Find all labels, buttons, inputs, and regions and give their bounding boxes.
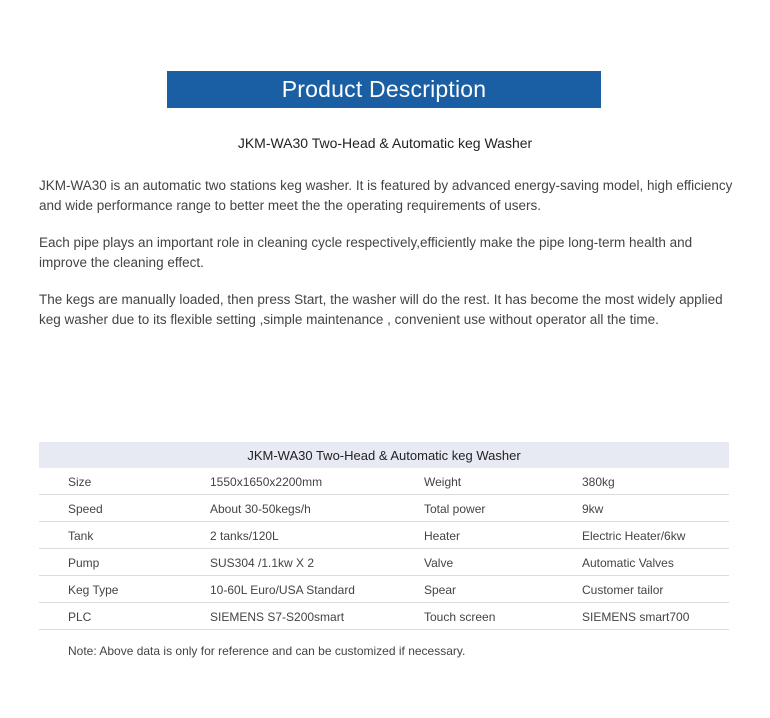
table-row [39,603,729,630]
spec-label: Speed [68,502,103,516]
table-row [39,576,729,603]
spec-label: Spear [424,583,457,597]
spec-value: 10-60L Euro/USA Standard [210,583,355,597]
description-paragraph-3: The kegs are manually loaded, then press Start, the washer will do the rest. It has become the most widely applied keg washer due to its flexible setting ,simple maintenance , convenient use without operator all the time. [39,292,723,327]
spec-value: Customer tailor [582,583,664,597]
spec-value: 2 tanks/120L [210,529,279,543]
spec-label: Weight [424,475,462,489]
spec-table [39,442,729,630]
spec-label: Keg Type [68,583,119,597]
spec-value: About 30-50kegs/h [210,502,311,516]
spec-table-header: JKM-WA30 Two-Head & Automatic keg Washer [39,442,729,468]
spec-label: PLC [68,610,92,624]
description-paragraph-1: JKM-WA30 is an automatic two stations keg washer. It is featured by advanced energy-saving model, high efficiency and wide performance range to better meet the the operating requirements of users. [39,178,733,213]
spec-value: SIEMENS smart700 [582,610,690,624]
spec-label: Total power [424,502,486,516]
spec-label: Tank [68,529,94,543]
spec-value: 380kg [582,475,615,489]
spec-value: Automatic Valves [582,556,674,570]
spec-value: SUS304 /1.1kw X 2 [210,556,315,570]
spec-label: Size [68,475,92,489]
spec-value: Electric Heater/6kw [582,529,686,543]
spec-value: 9kw [582,502,604,516]
table-row [39,468,729,495]
table-row [39,522,729,549]
product-subtitle: JKM-WA30 Two-Head & Automatic keg Washer [237,135,533,151]
spec-label: Valve [424,556,454,570]
spec-value: SIEMENS S7-S200smart [210,610,345,624]
spec-label: Pump [68,556,100,570]
spec-label: Touch screen [424,610,496,624]
section-title: Product Description [281,76,487,102]
spec-label: Heater [424,529,461,543]
table-row [39,495,729,522]
description-paragraph-2: Each pipe plays an important role in cleaning cycle respectively,efficiently make the pipe long-term health and improve the cleaning effect. [39,235,693,270]
table-row [39,549,729,576]
section-banner [167,71,601,108]
footnote: Note: Above data is only for reference and can be customized if necessary. [68,644,466,658]
spec-value: 1550x1650x2200mm [210,475,323,489]
